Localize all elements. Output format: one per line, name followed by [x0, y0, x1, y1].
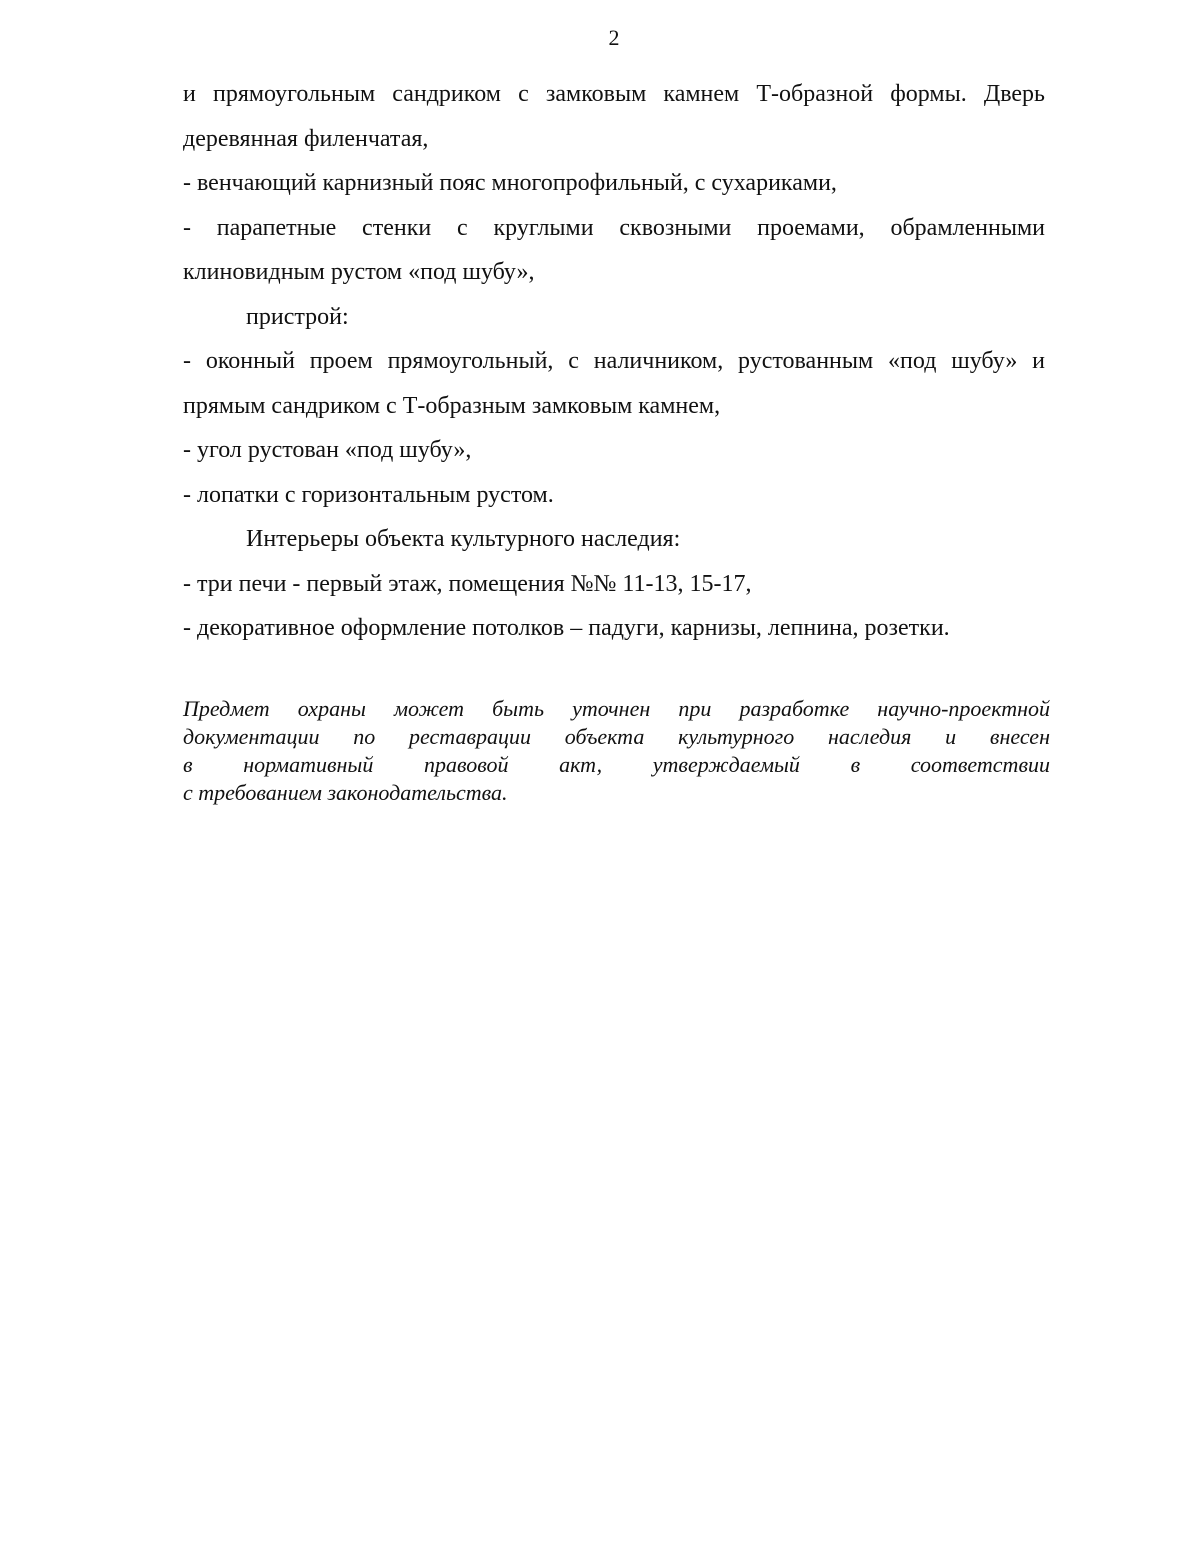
page-number: 2	[608, 25, 620, 50]
section-heading: пристрой:	[246, 303, 349, 330]
paragraph: - парапетные стенки с круглыми сквозными проемами, обрамленными клиновидным рустом «под шубу»,	[183, 214, 1045, 285]
section-heading: Интерьеры объекта культурного наследия:	[246, 526, 681, 552]
paragraph: и прямоугольным сандриком с замковым камнем Т-образной формы. Дверь деревянная филенчатая,	[183, 81, 1045, 152]
paragraph: - лопатки с горизонтальным рустом.	[183, 481, 554, 508]
note-line: с требованием законодательства.	[183, 780, 508, 805]
protection-note	[183, 695, 1050, 807]
note-line: Предмет охраны может быть уточнен при разработке научно-проектной	[183, 696, 1050, 721]
note-line: документации по реставрации объекта культурного наследия и внесен	[183, 724, 1050, 749]
body-text	[183, 72, 1045, 651]
note-line: в нормативный правовой акт, утверждаемый в соответствии	[183, 752, 1050, 777]
paragraph: - венчающий карнизный пояс многопрофильный, с сухариками,	[183, 170, 837, 196]
paragraph: - оконный проем прямоугольный, с наличником, рустованным «под шубу» и прямым сандриком с Т-образным замковым камнем,	[183, 348, 1045, 419]
paragraph: - декоративное оформление потолков – падуги, карнизы, лепнина, розетки.	[183, 615, 950, 641]
paragraph: - три печи - первый этаж, помещения №№ 11-13, 15-17,	[183, 570, 752, 597]
paragraph: - угол рустован «под шубу»,	[183, 437, 472, 463]
